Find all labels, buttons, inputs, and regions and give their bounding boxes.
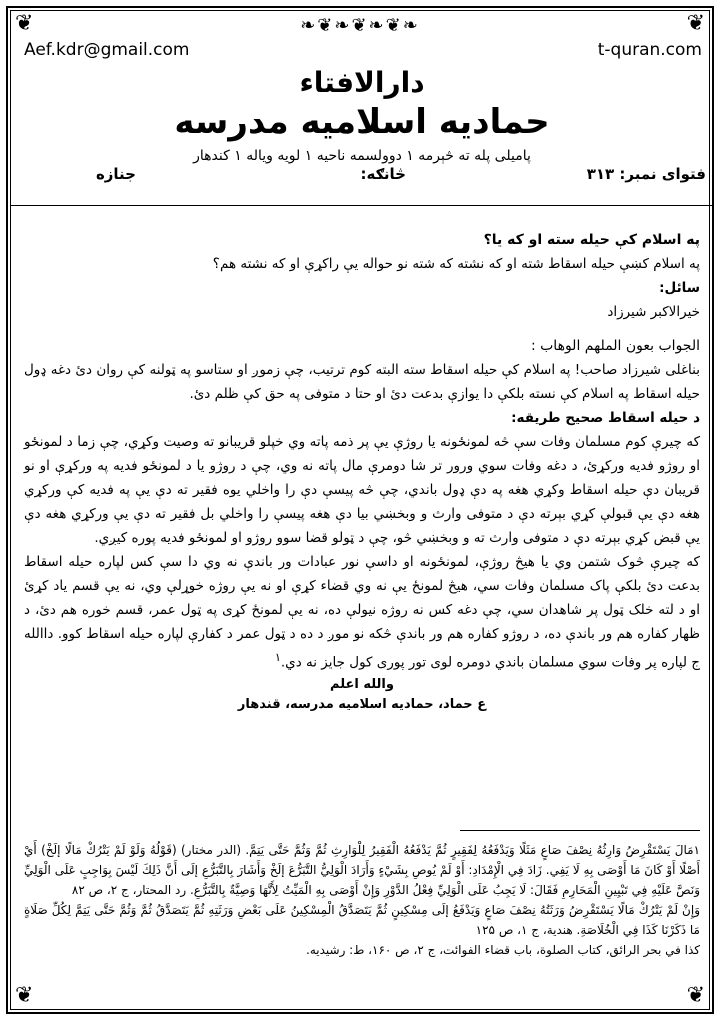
- address-line: پاميلى پله ته څېرمه ۱ دوولسمه ناحیه ۱ لویه ویاله ۱ کندهار: [193, 148, 531, 164]
- question-title: په اسلام کې حیله سته او که یا؟: [483, 232, 700, 248]
- corner-ornament-icon: ❦: [15, 983, 34, 1008]
- page-title-madrasa: حمادیه اسلامیه مدرسه: [174, 102, 550, 142]
- footnote-item: كذا في بحر الرائق، كتاب الصلوة، باب قضاء الفوائت، ج ۲، ص ۱۶۰، ط: رشيديه.: [306, 943, 700, 957]
- fatwa-meta-row: [18, 165, 706, 191]
- footnote-item: وَإِنْ لَمْ يَتْرُكْ مَالًا يَسْتَقْرِضُ وَرَثَتُهُ نِصْفَ صَاعٍ وَيَدْفَعُ إلَى مِسْكِينٍ ثُمَّ يَتَصَدَّقُ الْمِسْكِينُ عَلَى بَعْضِ وَرَثَتِهِ ثُمَّ يَتَصَدَّقُ ثُمَّ وَثُمَّ حَتَّى يَتِمَّ لِكُلِّ صَلَاةٍ مَا ذَكَرْنَا كَذَا فِي الْخُلَاصَةِ. هندية، ج ۱، ص ۱۲۵: [24, 903, 700, 937]
- top-ornament-icon: ❧❦❧❦❧❦❧: [300, 15, 420, 36]
- answer-opening: الجواب بعون الملهم الوهاب :: [530, 338, 700, 354]
- page-title-darulifta: دارالافتاء: [299, 66, 425, 99]
- fatwa-number: فتوای نمبر: ۳۱۳: [586, 165, 706, 183]
- corner-ornament-icon: ❦: [686, 11, 705, 36]
- footnote-divider: [460, 830, 700, 831]
- answer-subheading: د حیله اسقاط صحیح طریقه:: [511, 410, 700, 426]
- closing-phrase: والله اعلم: [330, 676, 394, 692]
- corner-ornament-icon: ❦: [686, 983, 705, 1008]
- answer-paragraph-text: که چیرې څوک شتمن وي یا هیڅ روژې، لمونځونه او داسې نور عبادات ور باندې نه وي دا سې کس لپاره حیله اسقاط بدعت دئ بلکې پاک مسلمان وفات سي، هیڅ لمونځ یې نه وي قضاء کړې او نه یې روژه خوړلې وي، نه یې قسم یاد کړئ او د لته خلک ټول پر شاهدان سي، چې دغه کس نه روژه نیولې ده، نه یې لمونځ کړی په ټول عمر، قسم خوره هم دئ، د ظهار کفاره هم ور باندې ده، د روژو کفاره هم ور باندې څکه نو موږ د ده د ټول عمر د کفارې لپاره حیله اسقاط کوو. داالله ج لپاره پر وفات سوي مسلمان باندي دومره لوی تور پوری کول جایز نه دي.: [24, 554, 700, 671]
- answer-paragraph: بناغلی شیرزاد صاحب! په اسلام کې حیله اسقاط سته البته کوم ترتیب، چې زموږ او ستاسو په ټولنه کې روان دئ دغه ډول حیله اسقاط په اسلام کې نسته بلکې دا یوازې بدعت دئ او حتا د متوفی په حق کې ظلم دئ.: [24, 362, 700, 402]
- footnote-mark: ۱: [274, 651, 281, 664]
- answer-paragraph: [24, 550, 700, 675]
- signature: ع حماد، حمادیه اسلامیه مدرسه، قندهار: [237, 696, 487, 712]
- question-text: په اسلام کښې حیله اسقاط شته او که نشته که شته نو حواله يې راکړې او که نشته هم؟: [212, 256, 700, 272]
- asker-label: سائل:: [659, 280, 700, 296]
- topic-label: جنازه: [95, 165, 136, 183]
- corner-ornament-icon: ❦: [15, 11, 34, 36]
- asker-name: خیرالاکبر شیرزاد: [607, 304, 700, 320]
- fatwa-body: [24, 228, 700, 715]
- contact-email[interactable]: Aef.kdr@gmail.com: [24, 40, 190, 60]
- chapter-label: څانګه:: [360, 165, 406, 183]
- footnotes: [24, 840, 700, 960]
- footnote-item: ۱مَالَ يَسْتَقْرِضُ وَارِثُهُ نِصْفَ صَاعٍ مَثَلًا وَيَدْفَعُهُ لِفَقِيرٍ ثُمَّ يَدْفَعُهُ الْفَقِيرُ لِلْوَارِثِ ثُمَّ وَثُمَّ حَتَّى يَتِمَّ. (الدر مختار) (قَوْلُهُ وَلَوْ لَمْ يَتْرُكْ مَالًا إلَخْ) أَيْ أَصْلًا أَوْ كَانَ مَا أَوْصَى بِهِ لَا يَفِي. زَادَ فِي الْإِمْدَادِ: أَوْ لَمْ يُوصِ بِشَيْءٍ وَأَرَادَ الْوَلِيُّ التَّبَرُّعَ إلَخْ وَأَشَارَ بِالتَّبَرُّعِ إلَى أَنَّ ذَلِكَ لَيْسَ بِوَاجِبٍ عَلَى الْوَلِيِّ وَنَصَّ عَلَيْهِ فِي تَبْيِينِ الْمَحَارِمِ فَقَالَ: لَا يَجِبُ عَلَى الْوَلِيِّ فِعْلُ الدَّوْرِ وَإِنْ أَوْصَى بِهِ الْمَيِّتُ لِأَنَّهَا وَصِيَّةٌ بِالتَّبَرُّعِ. رد المحتار، ج ۲، ص ۸۲: [24, 843, 700, 897]
- header-divider: [10, 205, 714, 206]
- answer-paragraph: که چیرې کوم مسلمان وفات سې څه لمونځونه یا روژې یې پر ذمه پاته وي خپلو قریبانو ته وصیت وکړي، چې زما د لمونځو او روژو فدیه ورکړئ، د دغه وفات سوي ورور تر شا دومرې مال پاته نه وي، چې د روژو یا د لمونځو فدیه په ورکړې او نو قریبان دې حیله اسقاط وکړي هغه په دې ډول باندي، چې څه پیسې دې را واخلي یوه فقیر ته دې یې په فدیه کې ورکړي هغه دې یې قبولې کړي بېرته دې د متوفی وارث و وبخښي بیا دې هغه پیسې را واخلي بل فقیر ته دې یې ورکړي هغه دې یې قبض کړي بېرته دې د متوفی وارث ته و وبخښي څو، چې د ټولو قضا سوو روژو او لمونځو فدیه پوره کیږي.: [24, 434, 700, 546]
- website-link[interactable]: t-quran.com: [597, 40, 702, 60]
